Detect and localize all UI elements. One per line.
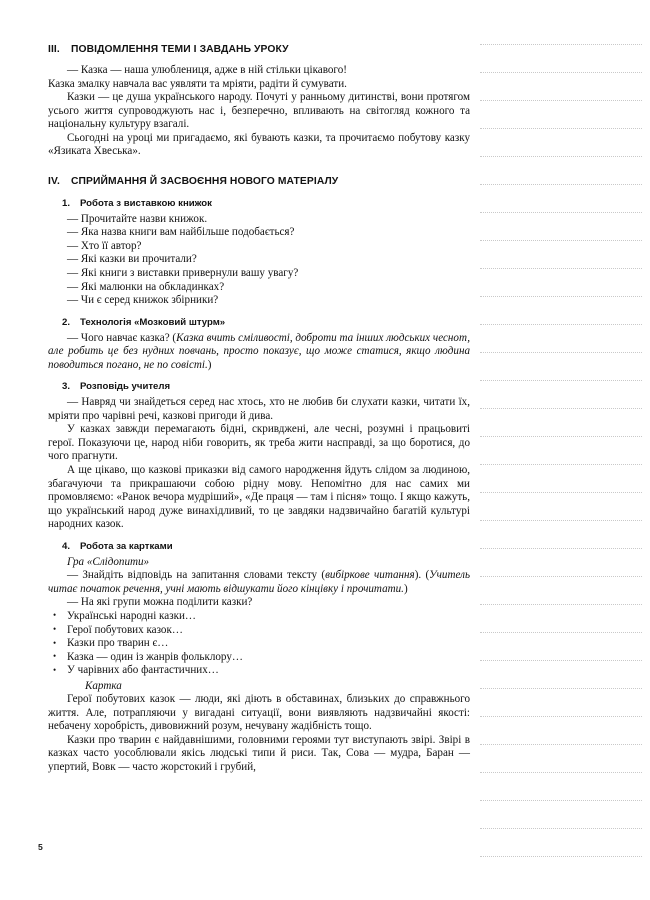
card-paragraph-2: Казки про тварин є найдавнішими, головними героями тут виступають звірі. Звірі в казках часто уособлювали якісь людські типи й риси. Так, Сова — мудра, Баран — упертий, Вовк — часто жорстокий і грубий, xyxy=(48,733,470,773)
note-rule xyxy=(480,772,642,773)
note-rule xyxy=(480,856,642,857)
subsection-title-3: Розповідь учителя xyxy=(80,381,171,393)
notes-margin-column xyxy=(470,0,650,900)
subsection-number-2: 2. xyxy=(62,316,71,328)
subsection-number-1: 1. xyxy=(62,197,71,209)
list-item xyxy=(48,624,470,638)
note-rule xyxy=(480,44,642,45)
list-item xyxy=(48,610,470,624)
list-item-label: Герої побутових казок… xyxy=(67,623,183,636)
subsection-heading-1 xyxy=(48,198,470,209)
note-rule xyxy=(480,296,642,297)
paragraph-iii-3: Казки — це душа українського народу. Почуті у ранньому дитинстві, вони протягом усього життя супроводжують нас і, безперечно, впливають на світогляд кожного та національну культуру взагалі. xyxy=(48,91,470,131)
paragraph-iii-2: Казка змалку навчала вас уявляти та мріяти, радіти й сумувати. xyxy=(48,77,347,90)
note-rule xyxy=(480,520,642,521)
note-rule xyxy=(480,352,642,353)
list-item-label: Казка — один із жанрів фольклору… xyxy=(67,650,243,663)
page-number: 5 xyxy=(38,842,43,852)
note-rule xyxy=(480,408,642,409)
note-rule xyxy=(480,800,642,801)
section-heading-iii xyxy=(48,44,470,55)
note-rule xyxy=(480,632,642,633)
note-rule xyxy=(480,380,642,381)
bullet-icon: • xyxy=(53,610,57,621)
note-rule xyxy=(480,184,642,185)
paragraph-3-1: — Навряд чи знайдеться серед нас хтось, хто не любив би слухати казки, читати їх, мріяти про чарівні речі, казкові пригоди й дива. xyxy=(48,396,470,422)
note-rule xyxy=(480,464,642,465)
section-heading-iv xyxy=(48,176,470,187)
subsection-heading-4 xyxy=(48,541,470,552)
paragraph-iii-1: — Казка — наша улюблениця, адже в ній стільки цікавого! xyxy=(67,64,347,76)
list-item xyxy=(48,664,470,678)
question-1-4: — Які казки ви прочитали? xyxy=(67,253,197,266)
note-rule xyxy=(480,604,642,605)
subsection-title-4: Робота за картками xyxy=(80,540,173,552)
question-1-7: — Чи є серед книжок збірники? xyxy=(67,294,219,307)
question-1-5: — Які книги з виставки привернули вашу увагу? xyxy=(67,267,299,280)
list-item-label: Казки про тварин є… xyxy=(67,637,169,650)
bullet-icon: • xyxy=(53,637,57,648)
list-item xyxy=(48,651,470,665)
section-title-iv: СПРИЙМАННЯ Й ЗАСВОЄННЯ НОВОГО МАТЕРІАЛУ xyxy=(71,175,339,187)
subsection-title-1: Робота з виставкою книжок xyxy=(80,197,212,209)
task-lead: — Знайдіть відповідь на запитання словами тексту ( xyxy=(67,569,326,582)
note-rule xyxy=(480,688,642,689)
groups-question: — На які групи можна поділити казки? xyxy=(67,596,253,609)
note-rule xyxy=(480,100,642,101)
section-number-iv: IV. xyxy=(48,175,60,187)
paragraph-3-3: А ще цікаво, що казкові приказки від самого народження йдуть слідом за людиною, збагачуючи та прикрашаючи собою рідну мову. Непомітно для нас самих ми промовляємо: «Ранок вечора мудріший», «Де праця — там і пісня» тощо. І якщо кажуть, що український народ дуже винахідливий, то це завдяки надзвичайно багатій культурі народних казок. xyxy=(48,464,470,531)
note-rule xyxy=(480,156,642,157)
question-1-3: — Хто її автор? xyxy=(67,239,142,252)
card-paragraph-1: Герої побутових казок — люди, які діють в обставинах, близьких до справжнього життя. Але, потрапляючи у вигадані ситуації, вони виявляють надзвичайні якості: небачену хоробрість, дивовижний розум, нечувану жадібність тощо. xyxy=(48,693,470,733)
task-italic-2: Учитель читає початок речення, учні мають відшукати його кінцівку і прочитати. xyxy=(48,569,470,595)
task-italic-1: вибіркове читання xyxy=(325,569,415,582)
note-rule xyxy=(480,744,642,745)
paragraph-iii-4: Сьогодні на уроці ми пригадаємо, які бувають казки, та прочитаємо побутову казку «Язиката Хвеська». xyxy=(48,131,470,158)
task-tail: ) xyxy=(403,582,408,595)
note-rule xyxy=(480,268,642,269)
question-1-1: — Прочитайте назви книжок. xyxy=(67,212,208,225)
question-1-2: — Яка назва книги вам найбільше подобається? xyxy=(67,226,295,239)
note-rule xyxy=(480,240,642,241)
note-rule xyxy=(480,128,642,129)
note-rule-group xyxy=(470,44,650,857)
group-list xyxy=(48,610,470,678)
paragraph-3-2: У казках завжди перемагають бідні, скривджені, але чесні, розумні і працьовиті герої. Показуючи це, народ ніби говорить, як треба жити насправді, за що боротися, до чого прагнути. xyxy=(48,423,470,463)
question-2-answer: Казка вчить сміливості, доброти та інших людських чеснот, але робить це без нудних повчань, просто показує, що може статися, якщо людина поводиться погано, не по совісті. xyxy=(48,331,471,371)
question-2-tail: ) xyxy=(207,358,212,371)
bullet-icon: • xyxy=(53,624,57,634)
card-label: Картка xyxy=(85,679,122,692)
section-title-iii: ПОВІДОМЛЕННЯ ТЕМИ І ЗАВДАНЬ УРОКУ xyxy=(71,44,289,55)
subsection-number-3: 3. xyxy=(62,381,71,393)
list-item-label: Українські народні казки… xyxy=(67,609,197,622)
subsection-number-4: 4. xyxy=(62,540,71,552)
task-instruction xyxy=(48,569,470,596)
list-item-label: У чарівних або фантастичних… xyxy=(67,664,219,677)
subsection-title-2: Технологія «Мозковий штурм» xyxy=(80,316,226,328)
question-2-lead: — Чого навчає казка? ( xyxy=(67,331,177,344)
subsection-heading-3 xyxy=(48,381,470,392)
note-rule xyxy=(480,436,642,437)
question-1-6: — Які малюнки на обкладинках? xyxy=(67,280,225,293)
bullet-icon: • xyxy=(53,664,57,675)
note-rule xyxy=(480,828,642,829)
bullet-icon: • xyxy=(53,651,57,662)
question-2-brainstorm xyxy=(48,332,470,373)
note-rule xyxy=(480,716,642,717)
note-rule xyxy=(480,548,642,549)
note-rule xyxy=(480,660,642,661)
note-rule xyxy=(480,72,642,73)
note-rule xyxy=(480,576,642,577)
list-item xyxy=(48,637,470,651)
note-rule xyxy=(480,492,642,493)
subsection-heading-2 xyxy=(48,317,470,328)
note-rule xyxy=(480,324,642,325)
note-rule xyxy=(480,212,642,213)
game-label: Гра «Слідопити» xyxy=(67,555,150,568)
section-number-iii: III. xyxy=(48,44,60,55)
task-mid: ). ( xyxy=(414,569,430,582)
